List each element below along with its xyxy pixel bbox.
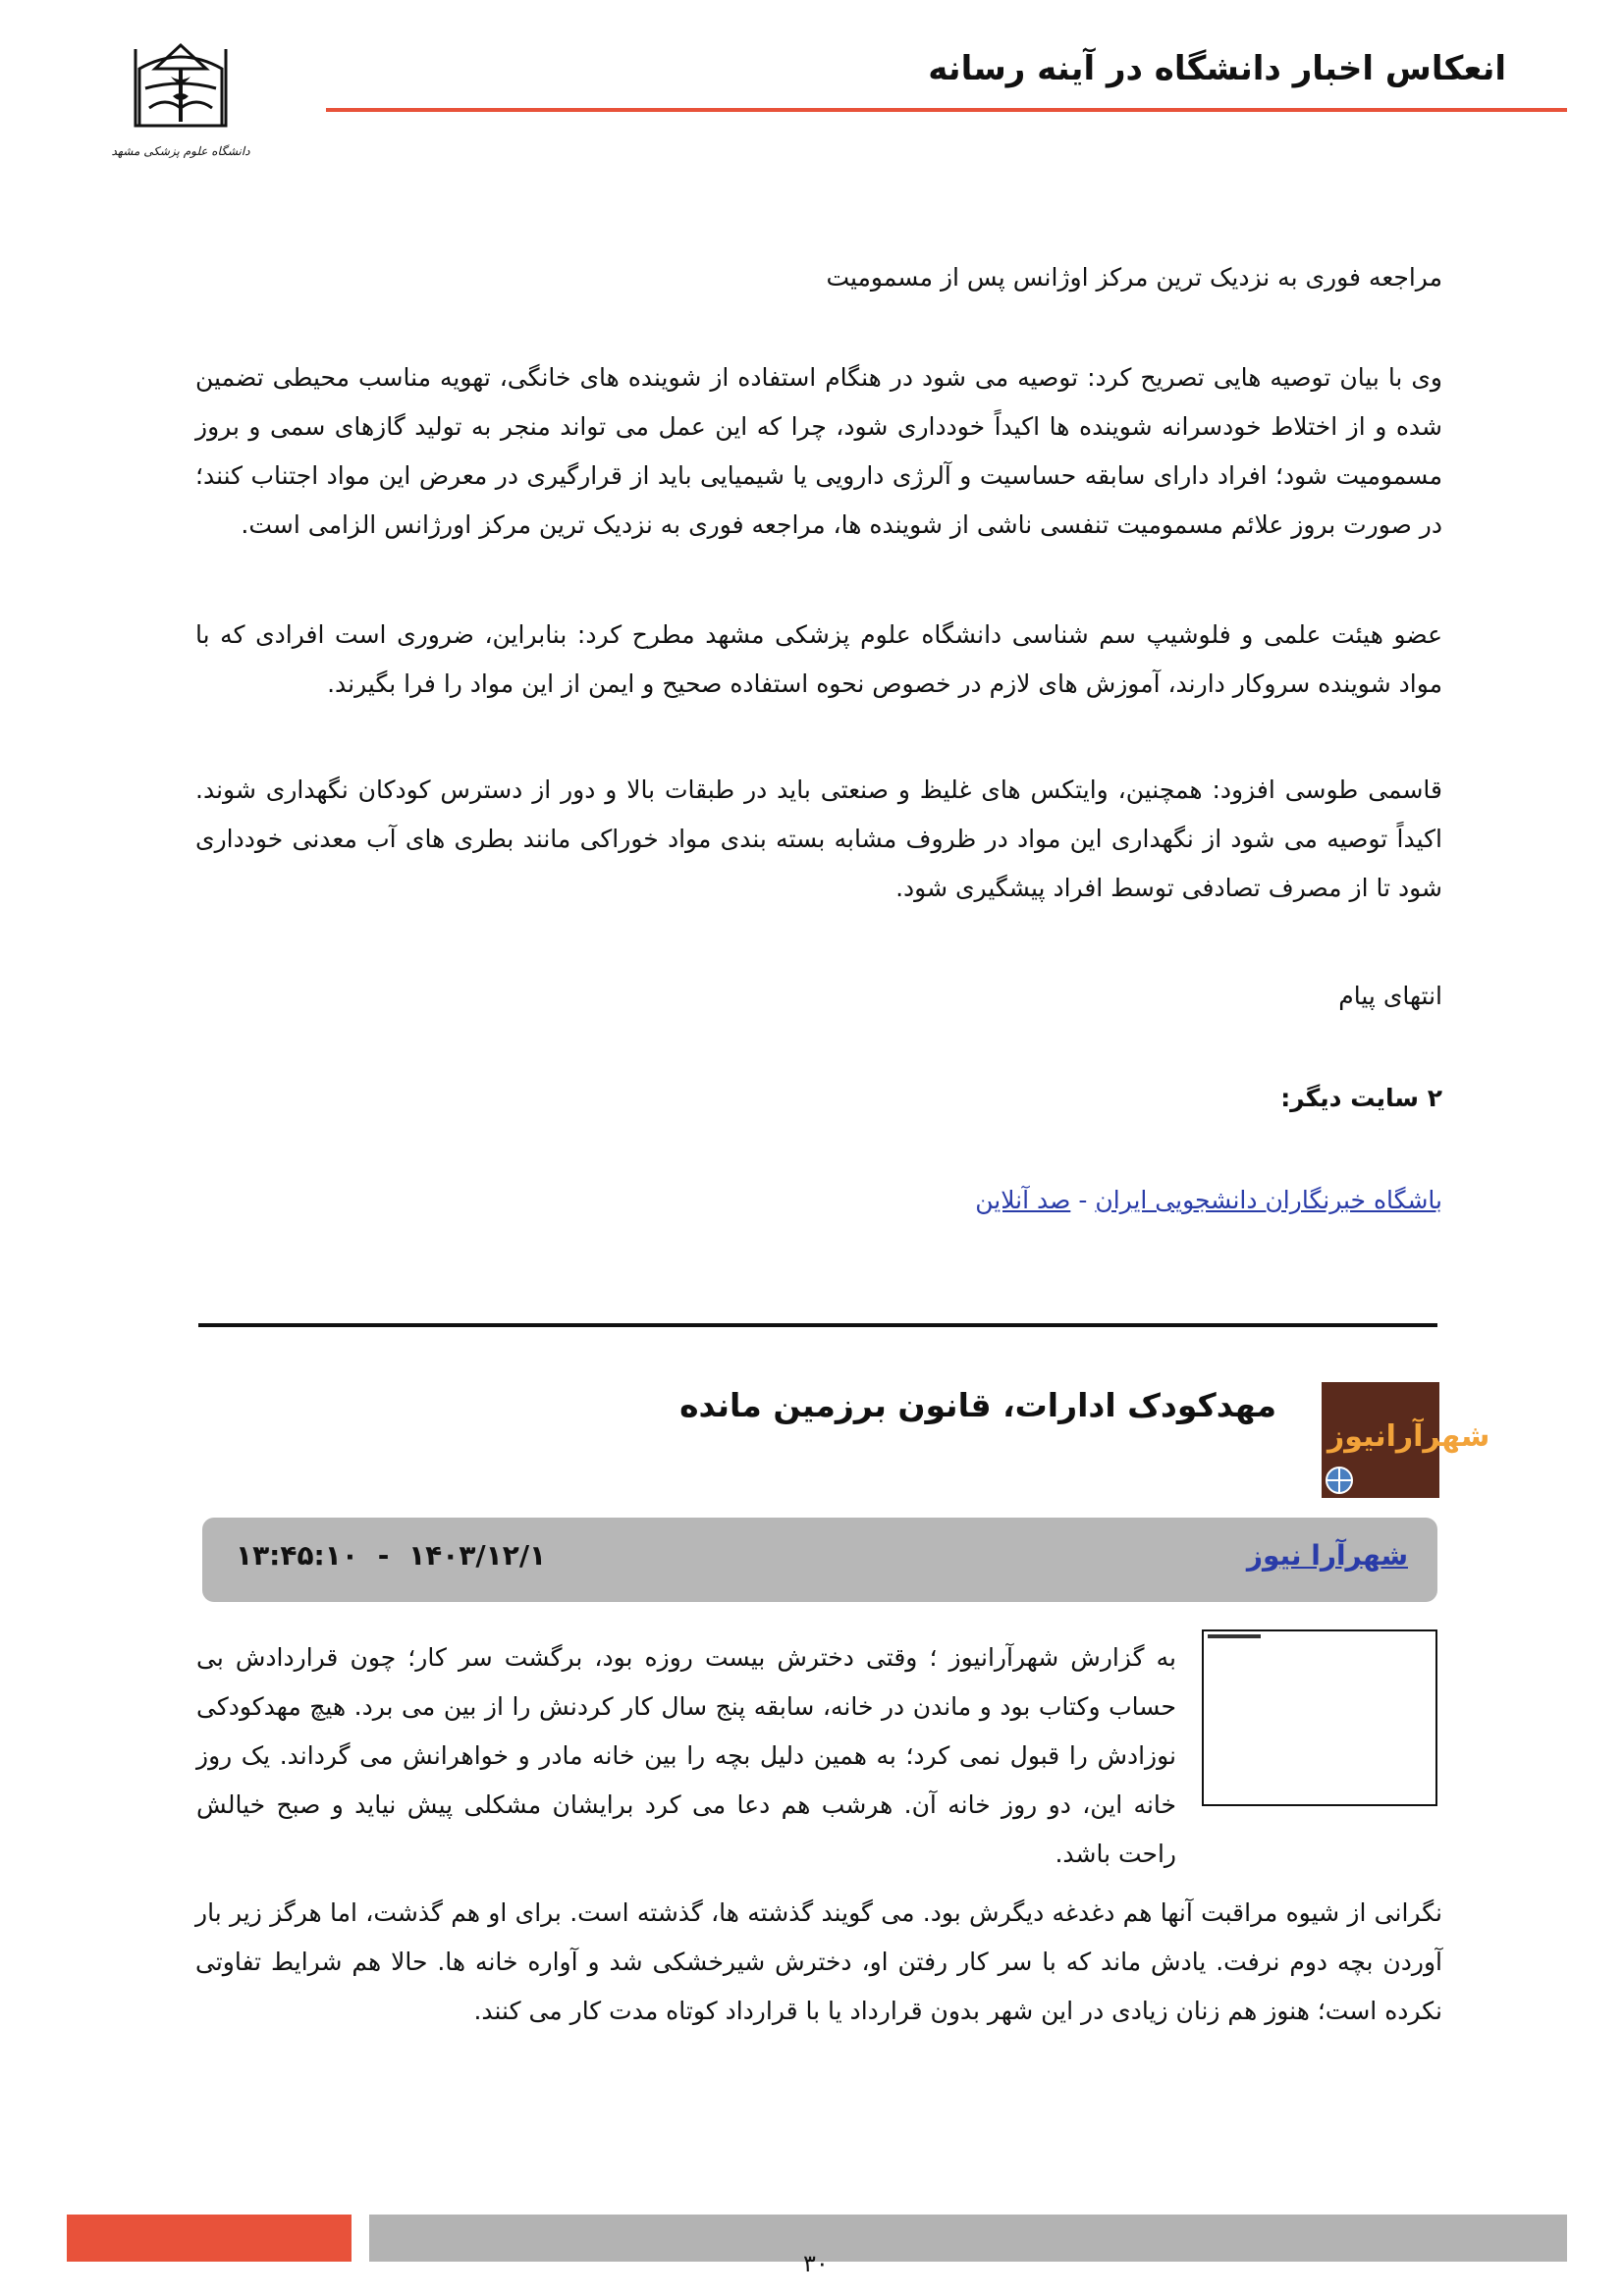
link-separator: -	[1078, 1186, 1088, 1214]
datetime-separator: -	[377, 1539, 390, 1572]
subheading: مراجعه فوری به نزدیک ترین مرکز اوژانس پس از مسمومیت	[826, 263, 1442, 292]
footer-accent-bar	[67, 2215, 352, 2262]
site-link-sad-online[interactable]: صد آنلاین	[975, 1186, 1071, 1214]
page-header-title: انعکاس اخبار دانشگاه در آینه رسانه	[928, 49, 1506, 88]
page-number: ۳۰	[803, 2250, 829, 2277]
other-sites-label: ۲ سایت دیگر:	[1280, 1084, 1442, 1112]
news-image-placeholder	[1202, 1629, 1437, 1806]
source-datetime	[236, 1539, 546, 1572]
publish-date: ۱۴۰۳/۱۲/۱	[408, 1539, 547, 1572]
other-sites-links	[975, 1176, 1442, 1225]
university-logo	[111, 39, 250, 169]
source-link[interactable]: شهرآرا نیوز	[1246, 1539, 1408, 1572]
section-divider	[198, 1323, 1437, 1327]
end-of-message: انتهای پیام	[1338, 982, 1442, 1010]
news-title: مهدکودک ادارات، قانون برزمین مانده	[679, 1386, 1276, 1424]
article-paragraph: عضو هیئت علمی و فلوشیپ سم شناسی دانشگاه علوم پزشکی مشهد مطرح کرد: بنابراین، ضروری است افرادی که با مواد شوینده سروکار دارند، آموزش های لازم در خصوص نحوه استفاده صحیح و ایمن از این مواد را فرا بگیرند.	[195, 620, 1442, 698]
news-paragraph: به گزارش شهرآرانیوز ؛ وقتی دخترش بیست روزه بود، برگشت سر کار؛ چون قراردادش بی حساب وکتاب بود و ماندن در خانه، سابقه پنج سال کار کردنش را از بین می برد. هیچ مهدکودکی نوزادش را قبول نمی کرد؛ به همین دلیل بچه را بین خانه مادر و خواهرانش می گرداند. یک روز خانه این، دو روز خانه آن. هرشب هم دعا می کرد برایشان مشکلی پیش نیاید و صبح خیالش راحت باشد.	[196, 1643, 1176, 1868]
site-link-student-news[interactable]: باشگاه خبرنگاران دانشجویی ایران	[1095, 1186, 1442, 1214]
article-paragraph: وی با بیان توصیه هایی تصریح کرد: توصیه می شود در هنگام استفاده از شوینده های خانگی، تهویه مناسب محیطی تضمین شده و از اختلاط خودسرانه شوینده ها اکیداً خودداری شود، چرا که این عمل می تواند منجر به تولید گازهای سمی و بروز مسمومیت شود؛ افراد دارای سابقه حساسیت و آلرژی دارویی یا شیمیایی باید از قرارگیری در معرض این مواد اجتناب کنند؛ در صورت بروز علائم مسمومیت تنفسی ناشی از شوینده ها، مراجعه فوری به نزدیک ترین مرکز اورژانس الزامی است.	[195, 363, 1442, 539]
globe-icon	[1326, 1467, 1353, 1494]
news-paragraph: نگرانی از شیوه مراقبت آنها هم دغدغه دیگرش بود. می گویند گذشته ها، گذشته است. برای او هم گذشت، اما هرگز زیر بار آوردن بچه دوم نرفت. یادش ماند که با سر کار رفتن او، دخترش شیرخشکی شد و آواره خانه ها. حالا هم شرایط تفاوتی نکرده است؛ هنوز هم زنان زیادی در این شهر بدون قرارداد یا با قرارداد کوتاه مدت کار می کنند.	[195, 1898, 1442, 2025]
news-source-logo	[1322, 1382, 1490, 1498]
header-divider	[326, 108, 1567, 112]
source-name	[1247, 1539, 1408, 1572]
footer-bar	[369, 2215, 1567, 2262]
image-thumbnail-strip	[1208, 1634, 1261, 1638]
publish-time: ۱۳:۴۵:۱۰	[236, 1539, 358, 1572]
logo-caption: دانشگاه علوم پزشکی مشهد	[111, 144, 250, 158]
article-paragraph: قاسمی طوسی افزود: همچنین، وایتکس های غلیظ و صنعتی باید در طبقات بالا و دور از دسترس کودکان نگهداری شوند. اکیداً توصیه می شود از نگهداری این مواد در ظروف مشابه بسته بندی مواد خوراکی مانند بطری های آب معدنی خودداری شود تا از مصرف تصادفی توسط افراد پیشگیری شود.	[195, 775, 1442, 902]
news-source-logo-text: شهرآرانیوز	[1327, 1419, 1490, 1454]
